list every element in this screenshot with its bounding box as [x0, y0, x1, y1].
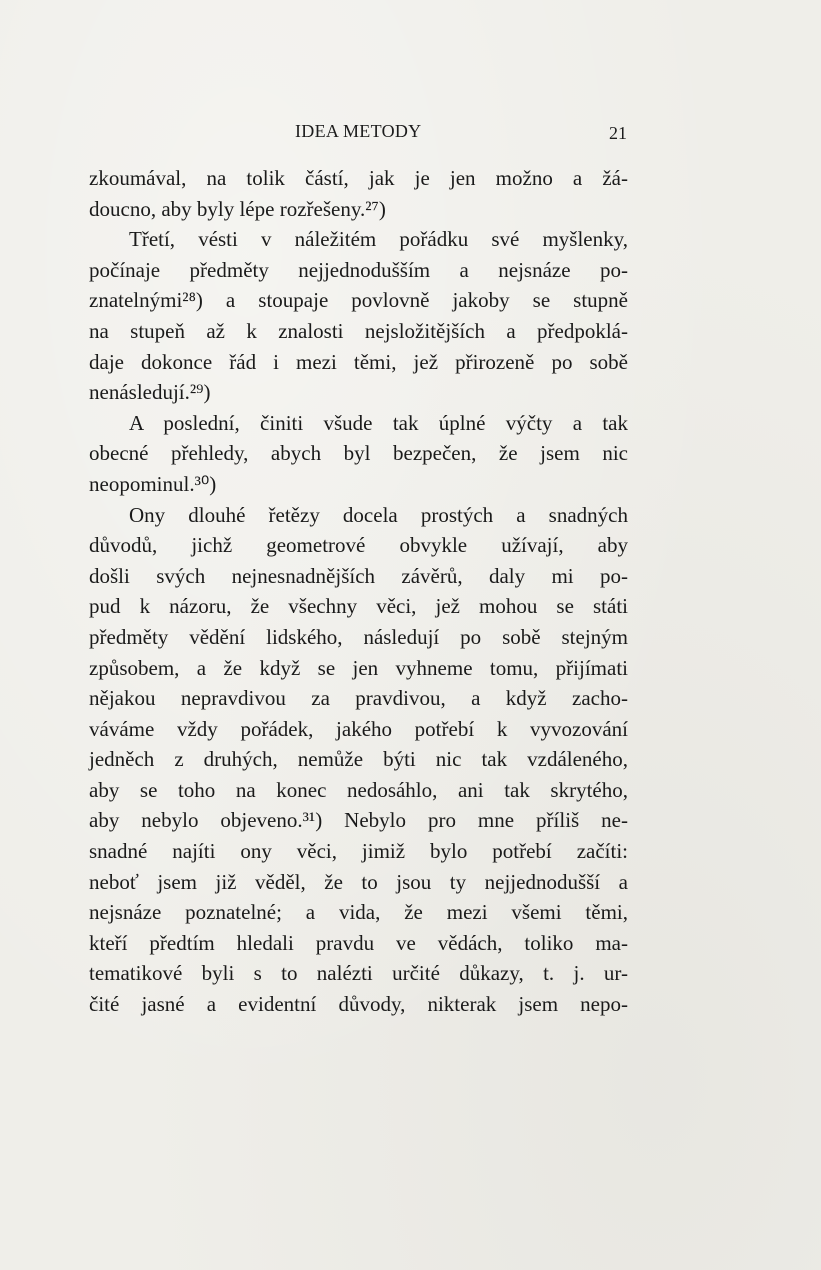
- text-line: důvodů, jichž geometrové obvykle užívají, aby: [89, 533, 628, 558]
- text-line: doucno, aby byly lépe rozřešeny.²⁷): [89, 196, 386, 221]
- text-line: aby nebylo objeveno.³¹) Nebylo pro mne příliš ne-: [89, 808, 628, 833]
- text-line: aby se toho na konec nedosáhlo, ani tak skrytého,: [89, 777, 628, 802]
- text-line: nejsnáze poznatelné; a vida, že mezi všemi těmi,: [89, 900, 628, 925]
- text-line: počínaje předměty nejjednodušším a nejsnáze po-: [89, 257, 628, 282]
- text-line: Ony dlouhé řetězy docela prostých a snadných: [129, 502, 628, 527]
- body-text: [89, 163, 628, 1020]
- text-line: nenásledují.²⁹): [89, 380, 211, 405]
- text-line: váváme vždy pořádek, jakého potřebí k vyvozování: [89, 716, 628, 741]
- text-line: snadné najíti ony věci, jimiž bylo potřebí začíti:: [89, 839, 628, 864]
- text-line: obecné přehledy, abych byl bezpečen, že jsem nic: [89, 441, 628, 466]
- page-number: 21: [609, 123, 627, 143]
- text-line: pud k názoru, že všechny věci, jež mohou se státi: [89, 594, 628, 619]
- text-line: jedněch z druhých, nemůže býti nic tak vzdáleného,: [89, 747, 628, 772]
- text-line: kteří předtím hledali pravdu ve vědách, toliko ma-: [89, 930, 628, 955]
- running-head: [90, 121, 625, 151]
- text-line: čité jasné a evidentní důvody, nikterak jsem nepo-: [89, 992, 628, 1017]
- text-line: Třetí, vésti v náležitém pořádku své myšlenky,: [129, 227, 628, 252]
- text-line: předměty vědění lidského, následují po sobě stejným: [89, 624, 628, 649]
- text-line: A poslední, činiti všude tak úplné výčty a tak: [129, 410, 628, 435]
- text-line: znatelnými²⁸) a stoupaje povlovně jakoby se stupně: [89, 288, 628, 313]
- text-line: nějakou nepravdivou za pravdivou, a když zacho-: [89, 686, 628, 711]
- text-line: daje dokonce řád i mezi těmi, jež přirozeně po sobě: [89, 349, 628, 374]
- text-line: neboť jsem již věděl, že to jsou ty nejjednodušší a: [89, 869, 628, 894]
- text-line: došli svých nejnesnadnějších závěrů, daly mi po-: [89, 563, 628, 588]
- text-line: tematikové byli s to nalézti určité důkazy, t. j. ur-: [89, 961, 628, 986]
- text-line: na stupeň až k znalosti nejsložitějších a předpoklá-: [89, 318, 628, 343]
- text-line: neopominul.³⁰): [89, 471, 217, 496]
- text-line: způsobem, a že když se jen vyhneme tomu, přijímati: [89, 655, 628, 680]
- running-title: IDEA METODY: [295, 121, 422, 141]
- text-line: zkoumával, na tolik částí, jak je jen možno a žá-: [89, 166, 628, 190]
